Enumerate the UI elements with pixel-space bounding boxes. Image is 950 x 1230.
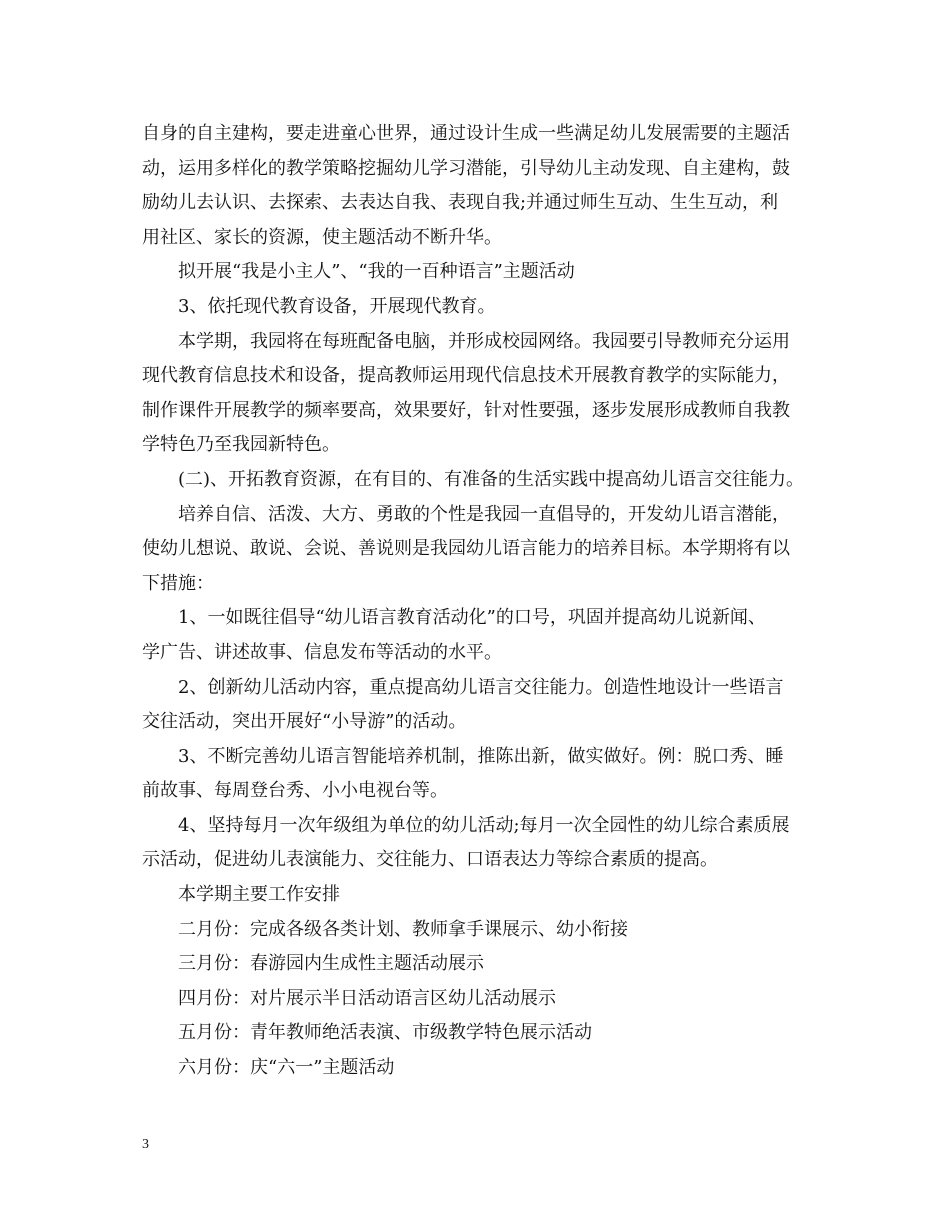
section-heading: 本学期主要工作安排 <box>178 884 340 906</box>
schedule-item: 六月份：庆“六一”主题活动 <box>178 1057 395 1079</box>
text-line: 学特色乃至我园新特色。 <box>142 434 340 456</box>
text-line: 本学期，我园将在每班配备电脑，并形成校园网络。我园要引导教师充分运用 <box>178 330 790 352</box>
text-line: 交往活动，突出开展好“小导游”的活动。 <box>142 711 467 733</box>
text-line: 自身的自主建构，要走进童心世界，通过设计生成一些满足幼儿发展需要的主题活 <box>142 123 790 144</box>
text-line: 培养自信、活泼、大方、勇敢的个性是我园一直倡导的，开发幼儿语言潜能， <box>178 503 790 525</box>
text-line: 示活动，促进幼儿表演能力、交往能力、口语表达力等综合素质的提高。 <box>142 849 718 871</box>
text-line: 拟开展“我是小主人”、“我的一百种语言”主题活动 <box>178 261 575 283</box>
list-item: 2、创新幼儿活动内容，重点提高幼儿语言交往能力。创造性地设计一些语言 <box>178 676 784 698</box>
page-number: 3 <box>142 1137 149 1152</box>
schedule-item: 五月份：青年教师绝活表演、市级教学特色展示活动 <box>178 1022 592 1044</box>
list-item: 3、不断完善幼儿语言智能培养机制，推陈出新，做实做好。例：脱口秀、睡 <box>178 745 784 767</box>
list-item: 1、一如既往倡导“幼儿语言教育活动化”的口号，巩固并提高幼儿说新闻、 <box>178 607 766 629</box>
schedule-item: 四月份：对片展示半日活动语言区幼儿活动展示 <box>178 987 556 1009</box>
section-heading: 3、依托现代教育设备，开展现代教育。 <box>178 295 496 317</box>
text-line: 现代教育信息技术和设备，提高教师运用现代信息技术开展教育教学的实际能力， <box>142 365 790 387</box>
schedule-item: 二月份：完成各级各类计划、教师拿手课展示、幼小衔接 <box>178 918 628 940</box>
text-line: 下措施： <box>142 572 214 594</box>
list-item: 4、坚持每月一次年级组为单位的幼儿活动;每月一次全园性的幼儿综合素质展 <box>178 814 790 836</box>
body-text <box>142 117 822 1086</box>
section-heading: (二)、开拓教育资源，在有目的、有准备的生活实践中提高幼儿语言交往能力。 <box>178 468 805 490</box>
schedule-item: 三月份：春游园内生成性主题活动展示 <box>178 953 484 975</box>
text-line: 前故事、每周登台秀、小小电视台等。 <box>142 780 448 802</box>
text-line: 学广告、讲述故事、信息发布等活动的水平。 <box>142 641 502 663</box>
text-line: 制作课件开展教学的频率要高，效果要好，针对性要强，逐步发展形成教师自我教 <box>142 399 790 421</box>
text-line: 励幼儿去认识、去探索、去表达自我、表现自我;并通过师生互动、生生互动，利 <box>142 192 779 214</box>
text-line: 用社区、家长的资源，使主题活动不断升华。 <box>142 226 502 248</box>
text-line: 动，运用多样化的教学策略挖掘幼儿学习潜能，引导幼儿主动发现、自主建构，鼓 <box>142 157 790 179</box>
text-line: 使幼儿想说、敢说、会说、善说则是我园幼儿语言能力的培养目标。本学期将有以 <box>142 538 790 560</box>
